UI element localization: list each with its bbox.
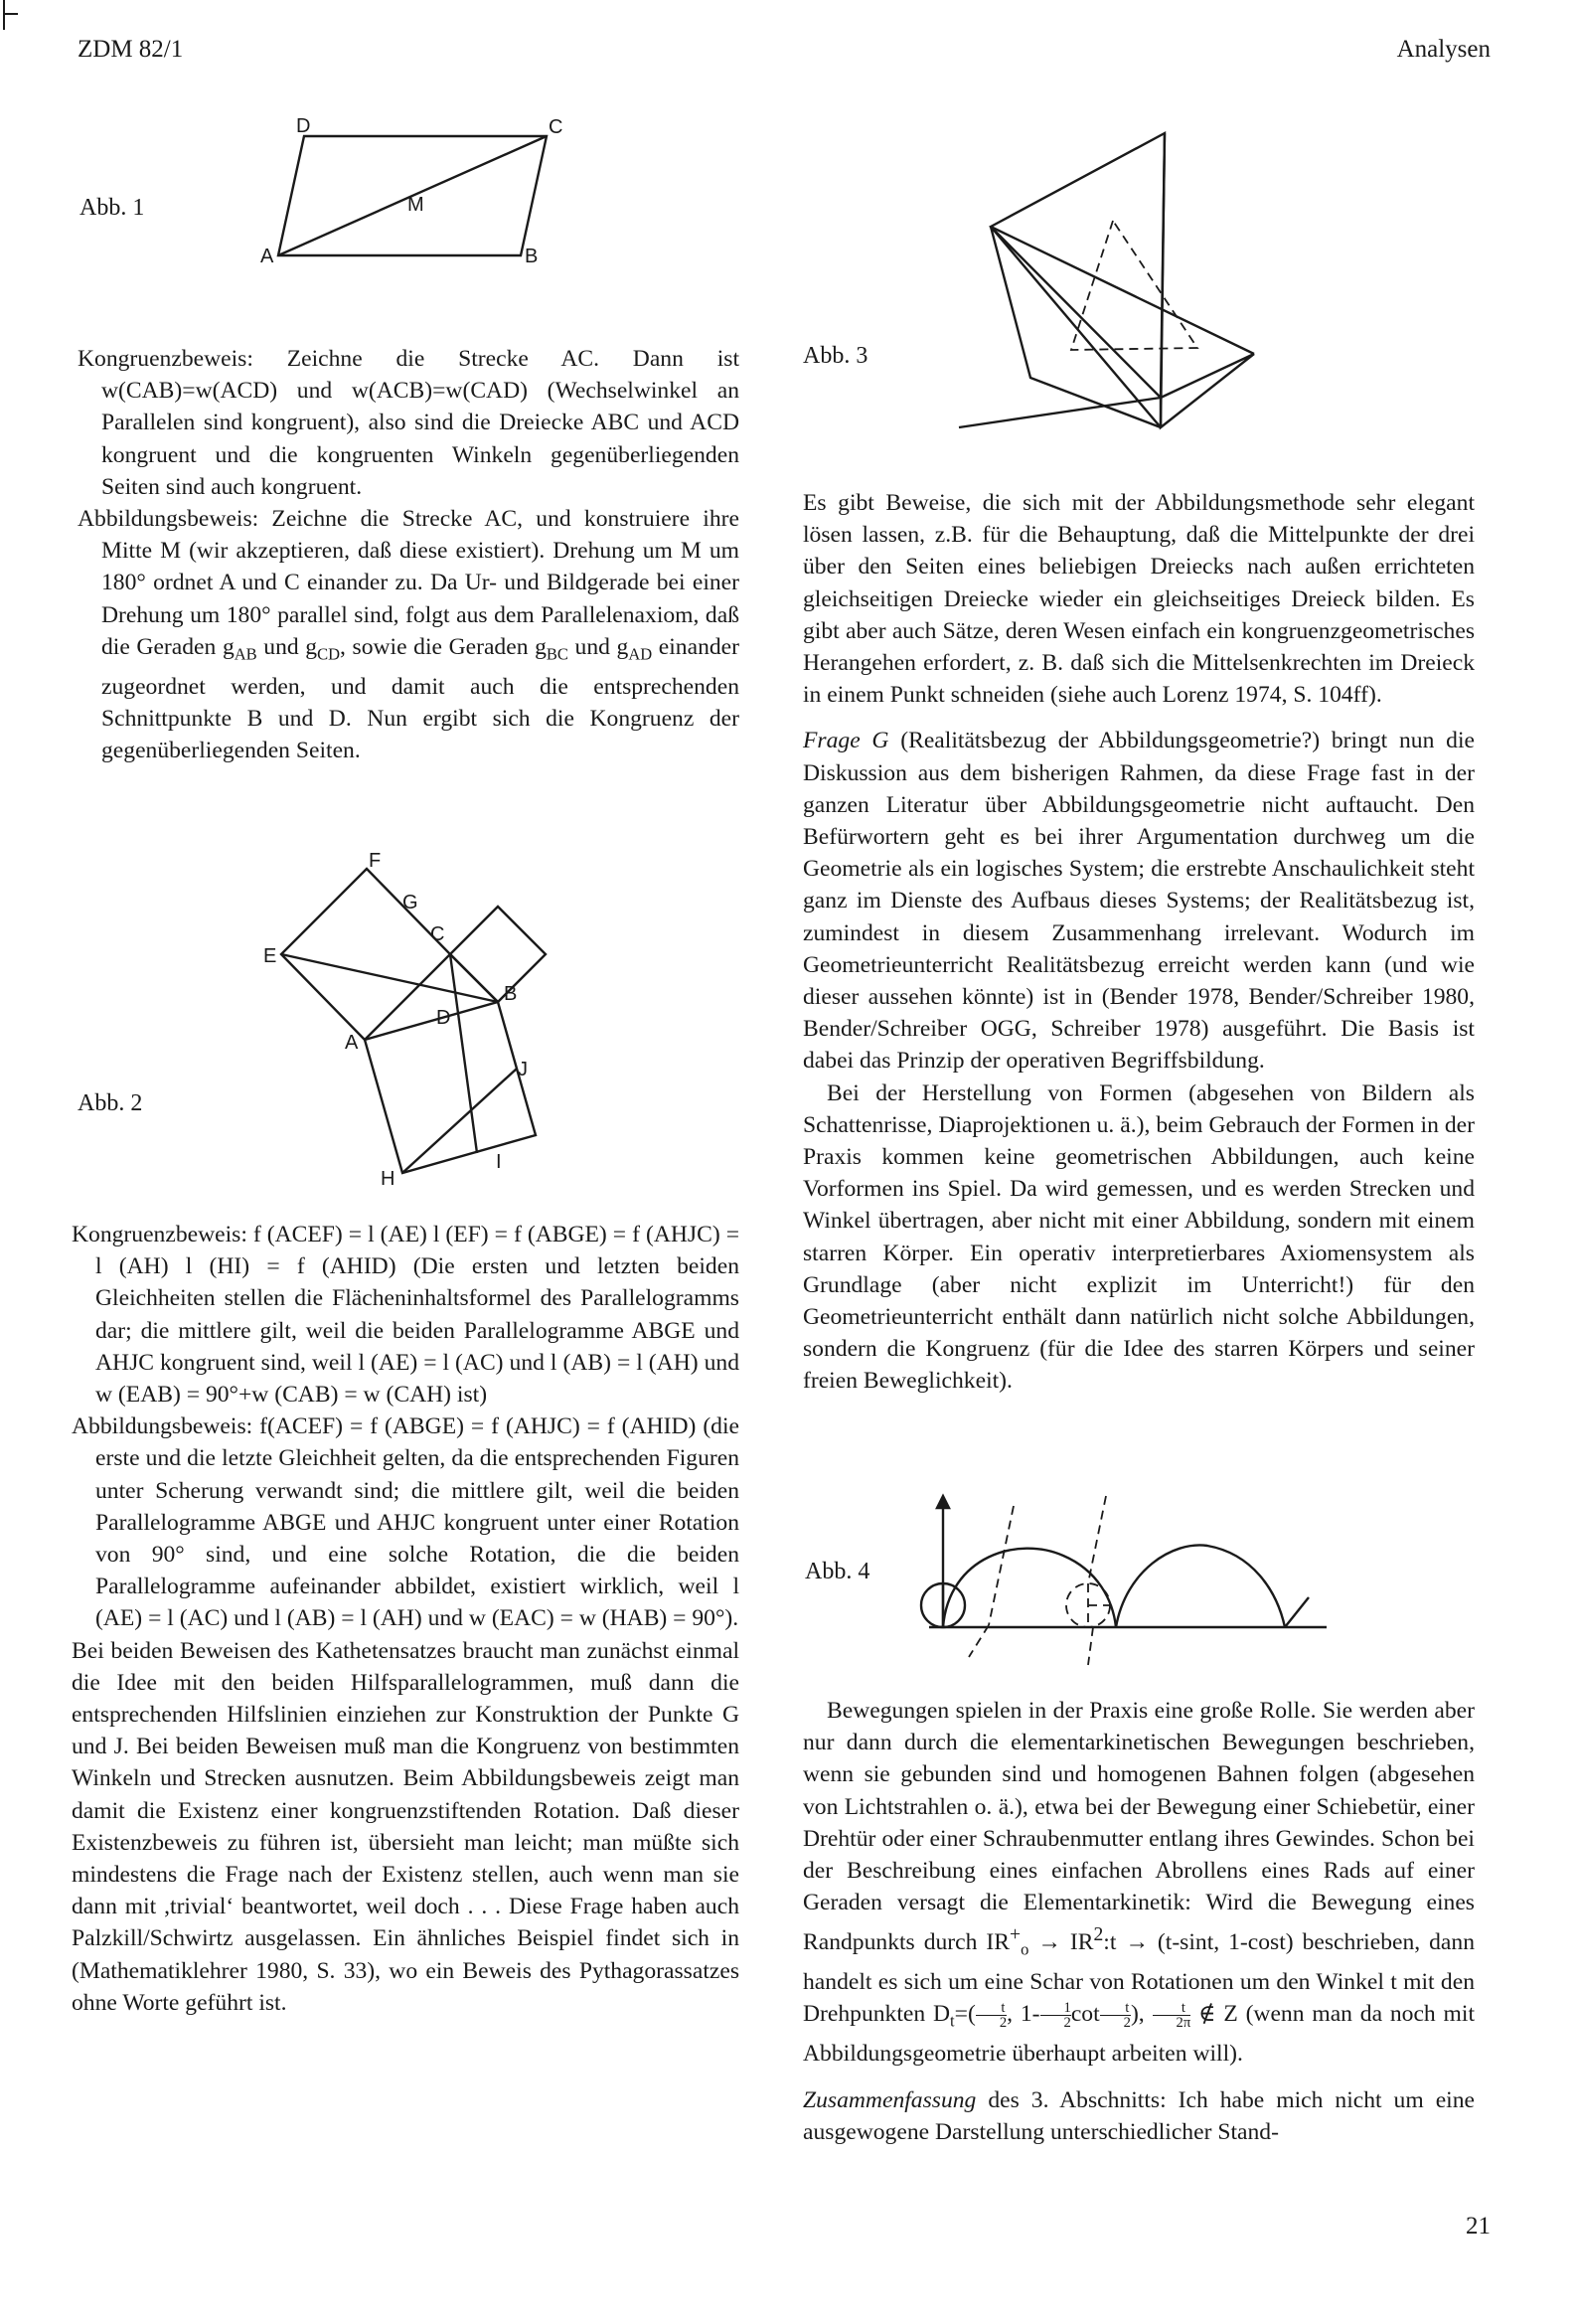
- abb3-dashed-triangle: [1071, 221, 1197, 350]
- abb4-caption: Abb. 4: [805, 1559, 870, 1584]
- section-header: Analysen: [1396, 36, 1491, 63]
- paragraph: Bewegungen spielen in der Praxis eine große Rolle. Sie werden aber nur dann durch die elementarkinetischen Bewegungen beschrieben, wenn sie gebunden sind und homogenen Bahnen folgen (abgesehen von Lichtstrahlen o. ä.), etwa bei der Bewegung einer Schiebetür, einer Drehtür oder einer Schraubenmutter entlang ihres Gewindes. Schon bei der Beschreibung eines einfachen Abrollens eines Rads auf einer Geraden versagt die Elementarkinetik: Wird die Bewegung eines Randpunkts durch $IR^+_o$ → $IR^2:t \to (t-\sin t$, 1-cost) beschrieben, dann handelt es sich um eine Schar von Rotationen um den Winkel t mit den Drehpunkten $D_t=$( $\frac{t}{2}$ , 1- $\frac{1}{2}$ cot $\frac{t}{2}$ ), $\frac{t}{2\pi}$ ∉ Z (wenn man da noch mit Abbildungsgeometrie überhaupt arbeiten will).: [803, 1698, 1476, 2068]
- abb3-triangle-outer: [1161, 354, 1254, 427]
- abb4-cycloid-figure: [909, 1486, 1346, 1665]
- left-column-bottom: [72, 1219, 739, 2019]
- journal-header: ZDM 82/1: [78, 36, 184, 63]
- abb2-label-h: H: [381, 1168, 395, 1190]
- abb2-label-e: E: [263, 945, 277, 967]
- abb3-triangle-outer: [991, 227, 1161, 427]
- paragraph: Abbildungsbeweis: Zeichne die Strecke AC, und konstruiere ihre Mitte M (wir akzeptieren, daß diese existiert). Drehung um M um 180° ordnet A und C einander zu. Da Ur- und Bildgerade bei einer Drehung um 180° parallel sind, folgt aus dem Parallelenaxiom, daß die Geraden $g_{AB}$ und $g_{CD}$, sowie die Geraden $g_{BC}$ und $g_{AD}$ einander zugeordnet werden, und damit auch die entsprechenden Schnittpunkte B und D. Nun ergibt sich die Kongruenz der gegenüberliegenden Seiten.: [78, 506, 740, 764]
- abb2-label-a: A: [345, 1032, 359, 1054]
- paragraph: Abbildungsbeweis: f(ACEF) = f (ABGE) = f (AHJC) = f (AHID) (die erste und die letzte Gleichheit gelten, da die entsprechenden Figuren unter Scherung verwandt sind; die mittlere gilt, weil die beiden Parallelogramme ABGE und AHJC kongruent unter einer Rotation von 90° sind, und eine solche Rotation, die die beiden Parallelogramme aufeinander abbildet, existiert wirklich, weil l (AE) = l (AC) und l (AB) = l (AH) und w (EAC) = w (HAB) = 90°).: [72, 1413, 739, 1632]
- abb1-parallelogram-figure: [248, 115, 566, 278]
- paragraph: Kongruenzbeweis: Zeichne die Strecke AC. Dann ist w(CAB)=w(ACD) und w(ACB)=w(CAD) (Wechselwinkel an Parallelen sind kongruent), also sind die Dreiecke ABC und ACD kongruent und die kongruenten Winkeln gegenüberliegenden Seiten sind auch kongruent.: [78, 346, 739, 500]
- abb3-triangle-outer: [991, 133, 1165, 398]
- paragraph: Kongruenzbeweis: f (ACEF) = l (AE) l (EF) = f (ABGE) = f (AHJC) = l (AH) l (HI) = f (AHID) (Die ersten und letzten beiden Gleichheiten stellen die Flächeninhaltsformel des Parallelogramms dar; die mittlere gilt, weil die beiden Parallelogramme ABGE und AHJC kongruent sind, weil l (AE) = l (AC) und l (AB) = l (AH) und w (EAB) = 90°+w (CAB) = w (CAH) ist): [72, 1222, 739, 1409]
- abb2-label-f: F: [369, 850, 382, 872]
- paragraph: Zusammenfassung des 3. Abschnitts: Ich habe mich nicht um eine ausgewogene Darstellung unterschiedlicher Stand-: [803, 2086, 1475, 2145]
- abb2-label-d: D: [436, 1007, 451, 1029]
- paragraph: Bei beiden Beweisen des Kathetensatzes braucht man zunächst einmal die Idee mit den beiden Hilfsparallelogrammen, muß dann die entsprechenden Hilfslinien einziehen zur Konstruktion der Punkte G und J. Bei beiden Beweisen muß man die Kongruenz von bestimmten Winkeln und Strecken ausnutzen. Beim Abbildungsbeweis zeigt man damit die Existenz einer kongruenzstiftenden Rotation. Daß dieser Existenzbeweis zu führen ist, übersieht man leicht; man müßte sich mindestens die Frage nach der Existenz stellen, auch wenn man sie dann mit ,trivial‘ beantwortet, weil doch . . . Diese Frage haben auch Palzkill/Schwirtz ausgelassen. Ein ähnliches Beispiel findet sich in (Mathematiklehrer 1980, S. 33), wo ein Beweis des Pythagorassatzes ohne Worte geführt ist.: [72, 1637, 739, 2016]
- abb2-label-c: C: [430, 923, 445, 945]
- abb1-label-a: A: [260, 246, 274, 267]
- abb1-label-m: M: [407, 194, 424, 216]
- abb2-label-i: I: [496, 1151, 502, 1173]
- fraction: $\frac{t}{2\pi}$: [1153, 2001, 1191, 2031]
- paragraph: Bei der Herstellung von Formen (abgesehen von Bildern als Schattenrisse, Diaprojektionen u. ä.), beim Gebrauch der Formen in der Praxis kommen keine geometrischen Abbildungen, auch keine Vorformen ins Spiel. Da wird gemessen, und es werden Strecken und Winkel übertragen, aber nicht mit einer Abbildung, sondern mit einem starren Körper. Ein operativ interpretierbares Axiomensystem als Grundlage (aber nicht explizit im Unterricht!) für den Geometrieunterricht enthält dann natürlich nicht solche Abbildungen, sondern die Kongruenz (für die Idee des starren Körpers und seiner freien Beweglichkeit).: [803, 1079, 1475, 1395]
- abb4-cycloid-arc: [943, 1549, 1116, 1627]
- abb1-label-b: B: [525, 246, 539, 267]
- abb1-label-c: C: [549, 116, 563, 138]
- abb2-square-cb: [450, 907, 546, 1002]
- abb2-label-b: B: [504, 983, 518, 1005]
- abb2-label-j: J: [518, 1059, 528, 1080]
- fraction: $\frac{t}{2}$: [1100, 2001, 1131, 2031]
- abb2-pythagoras-figure: [253, 845, 552, 1193]
- abb3-caption: Abb. 3: [803, 343, 868, 369]
- left-column-top: [78, 343, 739, 766]
- fraction: $\frac{1}{2}$: [1040, 2001, 1071, 2031]
- fraction: $\frac{t}{2}$: [976, 2001, 1007, 2031]
- abb1-label-d: D: [296, 115, 311, 137]
- paragraph: Es gibt Beweise, die sich mit der Abbildungsmethode sehr elegant lösen lassen, z.B. für die Behauptung, daß die Mittelpunkte der drei über den Seiten eines beliebigen Dreiecks nach außen errichteten gleichseitigen Dreiecke wieder ein gleichseitiges Dreieck bilden. Es gibt aber auch Sätze, deren Wesen einfach ein kongruenzgeometrisches Herangehen erfordert, z. B. daß sich die Mittelsenkrechten im Dreieck in einem Punkt schneiden (siehe auch Lorenz 1974, S. 104ff).: [803, 490, 1475, 709]
- crop-mark: [0, 0, 20, 40]
- right-column-top: [803, 487, 1475, 1398]
- abb2-label-g: G: [402, 892, 418, 913]
- paragraph: Frage G (Realitätsbezug der Abbildungsgeometrie?) bringt nun die Diskussion aus dem bisherigen Rahmen, da diese Frage fast in der ganzen Literatur über Abbildungsgeometrie nicht auftaucht. Den Befürwortern geht es bei ihrer Argumentation durchweg um die Geometrie als ein logisches System; die erstrebte Anschaulichkeit steht ganz im Dienste des Aufbaus dieses Systems; der Realitätsbezug ist, zumindest in diesem Zusammenhang irrelevant. Wodurch im Geometrieunterricht Realitätsbezug erreicht werden kann (und wie dieser aussehen könnte) ist in (Bender 1978, Bender/Schreiber 1980, Bender/Schreiber OGG, Schreiber 1978) ausgeführt. Die Basis ist dabei das Prinzip der operativen Begriffsbildung.: [803, 728, 1475, 1075]
- abb4-cycloid-arc: [1116, 1545, 1285, 1627]
- abb2-caption: Abb. 2: [78, 1090, 143, 1116]
- page-number: 21: [1466, 2213, 1491, 2240]
- abb3-triangle-figure: [949, 129, 1277, 447]
- right-column-bottom: [803, 1695, 1475, 2148]
- abb2-square-ac: [281, 869, 450, 1040]
- abb1-caption: Abb. 1: [79, 195, 145, 221]
